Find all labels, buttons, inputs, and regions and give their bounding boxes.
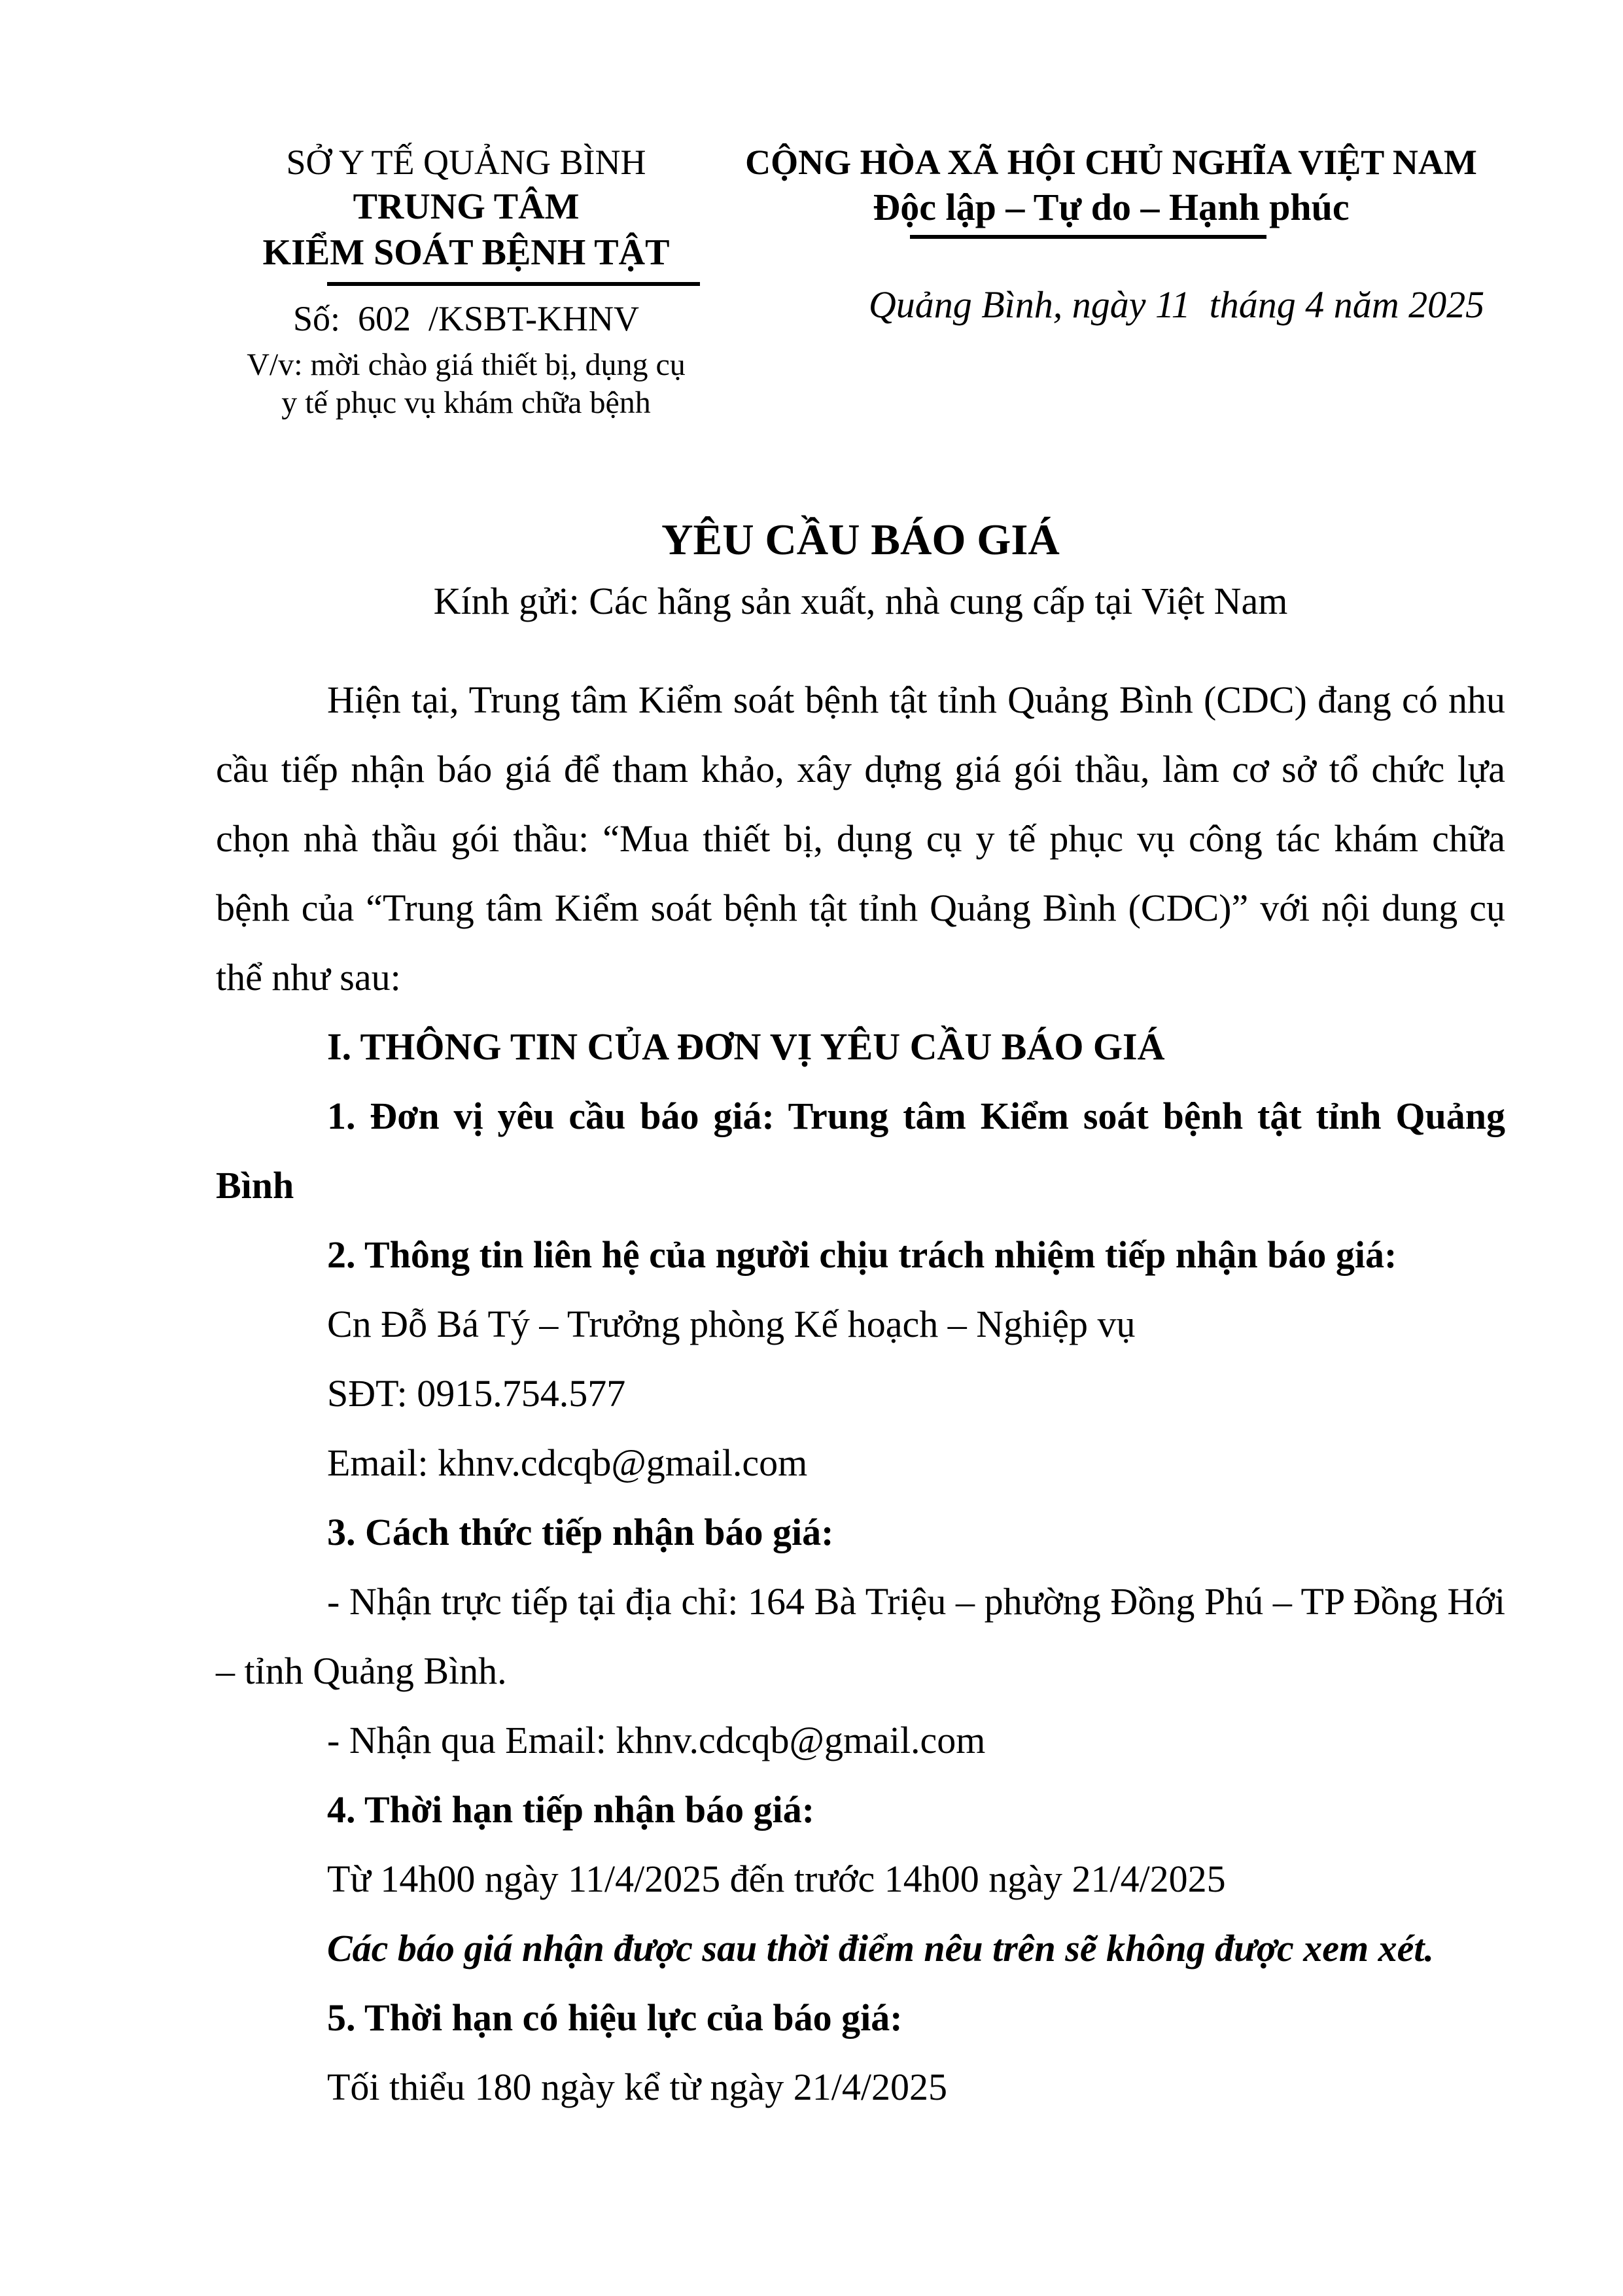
item-5-validity-heading: 5. Thời hạn có hiệu lực của báo giá: (327, 1996, 903, 2039)
org-name-line-1: TRUNG TÂM (353, 186, 580, 227)
item-1-requesting-unit: 1. Đơn vị yêu cầu báo giá: Trung tâm Kiểm soát bệnh tật tỉnh Quảng Bình (216, 1095, 1505, 1207)
parent-org-name: SỞ Y TẾ QUẢNG BÌNH (286, 143, 646, 182)
item-2-contact-heading: 2. Thông tin liên hệ của người chịu trách nhiệm tiếp nhận báo giá: (327, 1233, 1397, 1276)
national-header-block (717, 141, 1505, 328)
motto-underline (910, 235, 1266, 239)
deadline-range-line: Từ 14h00 ngày 11/4/2025 đến trước 14h00 ngày 21/4/2025 (327, 1858, 1226, 1900)
section-1-heading: I. THÔNG TIN CỦA ĐƠN VỊ YÊU CẦU BÁO GIÁ (327, 1025, 1165, 1068)
document-body (216, 665, 1505, 2122)
item-4-deadline-heading: 4. Thời hạn tiếp nhận báo giá: (327, 1788, 815, 1831)
national-motto-line: Độc lập – Tự do – Hạnh phúc (873, 186, 1350, 228)
item-3-method-heading: 3. Cách thức tiếp nhận báo giá: (327, 1511, 834, 1553)
salutation-line: Kính gửi: Các hãng sản xuất, nhà cung cấp tại Việt Nam (433, 580, 1288, 622)
org-underline (327, 282, 700, 286)
place-date-line: Quảng Bình, ngày 11 tháng 4 năm 2025 (868, 283, 1485, 326)
document-header (216, 141, 1505, 422)
country-name-line: CỘNG HÒA XÃ HỘI CHỦ NGHĨA VIỆT NAM (745, 143, 1477, 182)
contact-email-line: Email: khnv.cdcqb@gmail.com (327, 1441, 808, 1484)
deadline-warning-line: Các báo giá nhận được sau thời điểm nêu trên sẽ không được xem xét. (327, 1927, 1434, 1969)
contact-name-line: Cn Đỗ Bá Tý – Trưởng phòng Kế hoạch – Nghiệp vụ (327, 1303, 1136, 1345)
subject-line-2: y tế phục vụ khám chữa bệnh (281, 385, 651, 420)
receive-email-line: - Nhận qua Email: khnv.cdcqb@gmail.com (327, 1719, 986, 1761)
subject-line-1: V/v: mời chào giá thiết bị, dụng cụ (247, 347, 686, 382)
issuing-org-block (216, 141, 716, 422)
document-title: YÊU CẦU BÁO GIÁ (661, 516, 1060, 564)
contact-phone-line: SĐT: 0915.754.577 (327, 1372, 626, 1415)
intro-paragraph: Hiện tại, Trung tâm Kiểm soát bệnh tật tỉnh Quảng Bình (CDC) đang có nhu cầu tiếp nhận báo giá để tham khảo, xây dựng giá gói thầu, làm cơ sở tổ chức lựa chọn nhà thầu gói thầu: “Mua thiết bị, dụng cụ y tế phục vụ công tác khám chữa bệnh của “Trung tâm Kiểm soát bệnh tật tỉnh Quảng Bình (CDC)” với nội dung cụ thể như sau: (216, 679, 1505, 998)
validity-duration-line: Tối thiểu 180 ngày kể từ ngày 21/4/2025 (327, 2066, 948, 2108)
document-number: Số: 602 /KSBT-KHNV (292, 299, 640, 338)
org-name-line-2: KIỂM SOÁT BỆNH TẬT (262, 232, 670, 273)
receive-direct-line: - Nhận trực tiếp tại địa chỉ: 164 Bà Triệu – phường Đồng Phú – TP Đồng Hới – tỉnh Quảng Bình. (216, 1580, 1505, 1692)
